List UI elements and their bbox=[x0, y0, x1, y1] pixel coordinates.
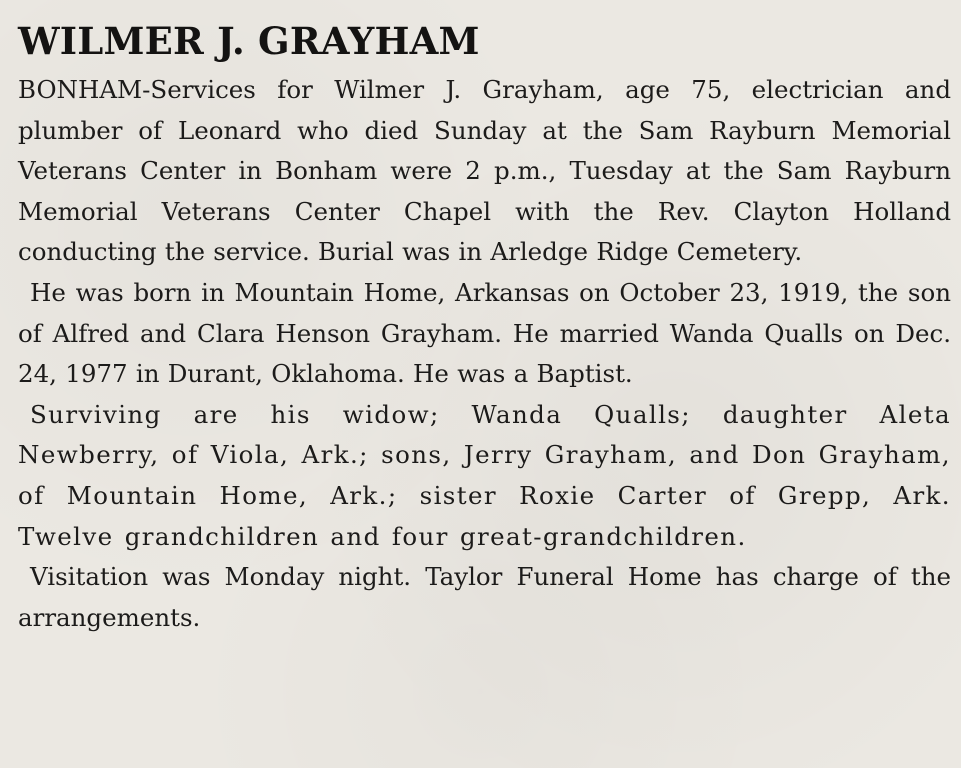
obituary-paragraph-survivors: Surviving are his widow; Wanda Qualls; daughter Aleta Newberry, of Viola, Ark.; sons, Jerry Grayham, and Don Grayham, of Mountain Home, Ark.; sister Roxie Carter of Grepp, Ark. Twelve grandchildren and four great-grandchildren. bbox=[18, 399, 951, 551]
obituary-paragraph-visitation: Visitation was Monday night. Taylor Funeral Home has charge of the arrangements. bbox=[18, 562, 951, 632]
obituary-paragraph-services: BONHAM-Services for Wilmer J. Grayham, age 75, electrician and plumber of Leonard who died Sunday at the Sam Rayburn Memorial Veterans Center in Bonham were 2 p.m., Tuesday at the Sam Rayburn Memorial Veterans Center Chapel with the Rev. Clayton Holland conducting the service. Burial was in Arledge Ridge Cemetery. bbox=[18, 75, 951, 267]
obituary-headline: WILMER J. GRAYHAM bbox=[18, 19, 480, 63]
obituary-paragraph-birth: He was born in Mountain Home, Arkansas on October 23, 1919, the son of Alfred and Clara Henson Grayham. He married Wanda Qualls on Dec. 24, 1977 in Durant, Oklahoma. He was a Baptist. bbox=[18, 277, 951, 389]
